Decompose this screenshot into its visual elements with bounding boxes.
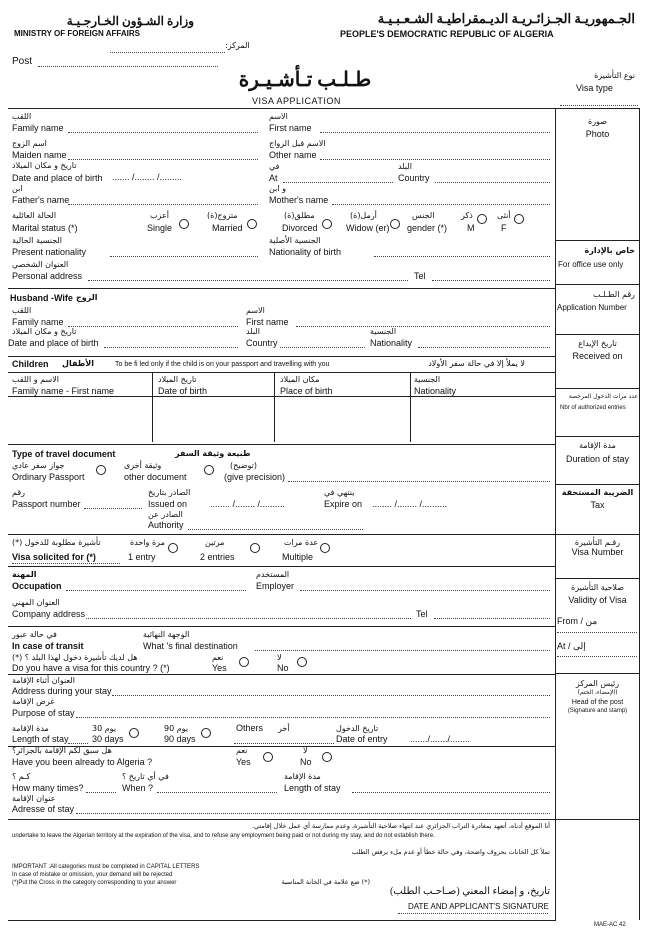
d90-en: 90 days xyxy=(164,734,196,744)
other-doc-radio[interactable] xyxy=(204,465,214,475)
employer-ar: المستخدم xyxy=(256,570,290,579)
spouse-dob-ar: تاريخ و مكان الميلاد xyxy=(12,327,77,336)
been-no-ar: لا xyxy=(303,746,308,755)
visa-type-ar: نوع التأشيرة xyxy=(594,71,635,80)
divorced-en: Divorced xyxy=(282,223,318,233)
married-radio[interactable] xyxy=(247,219,257,229)
transit-yes-radio[interactable] xyxy=(239,657,249,667)
authority-field[interactable] xyxy=(188,529,363,530)
solicited-en: Visa solicited for (*) xyxy=(12,552,96,562)
transit-ar: في حالة عبور xyxy=(12,630,57,639)
important-en-1: IMPORTANT :All categories must be completed in CAPITAL LETTERS xyxy=(12,864,200,870)
others-ar: أخر xyxy=(278,724,290,733)
spouse-dob-field[interactable] xyxy=(104,347,238,348)
transit-en: In case of transit xyxy=(12,641,84,651)
present-nat-ar: الجنسية الحالية xyxy=(12,236,63,245)
been-en: Have you been already to Algeria ? xyxy=(12,757,153,767)
company-tel-label: Tel xyxy=(416,609,428,619)
dob-ar: تاريخ و مكان الميلاد xyxy=(12,161,77,170)
visa-type-en: Visa type xyxy=(576,83,613,93)
others-field[interactable] xyxy=(234,743,334,744)
entry2-radio[interactable] xyxy=(250,543,260,553)
family-name-ar: اللقب xyxy=(12,112,32,121)
multi-radio[interactable] xyxy=(320,543,330,553)
stay-address-ar: العنوان أثناء الإقامة xyxy=(12,676,75,685)
mother-ar: و ابن xyxy=(269,184,286,193)
dest-ar: الوجهة النهائية xyxy=(143,630,190,639)
maiden-name-en: Maiden name xyxy=(12,150,67,160)
at-ar: في xyxy=(269,162,280,171)
received-divider xyxy=(555,388,640,389)
father-en: Father's name xyxy=(12,195,70,205)
children-col-nat-en: Nationality xyxy=(414,386,457,396)
spouse-family-field[interactable] xyxy=(68,326,238,327)
company-field[interactable] xyxy=(86,618,411,619)
title-english: VISA APPLICATION xyxy=(252,96,341,106)
female-radio[interactable] xyxy=(514,214,524,224)
office-en: For office use only xyxy=(558,260,624,269)
app-no-divider xyxy=(555,334,640,335)
purpose-field[interactable] xyxy=(76,717,550,718)
visa-no-en: Visa Number xyxy=(571,547,624,557)
maiden-name-field[interactable] xyxy=(68,159,258,160)
expire-en: Expire on xyxy=(324,499,363,509)
validity-to: At / إلى xyxy=(557,641,586,651)
spouse-dob-en: Date and place of birth xyxy=(8,338,99,348)
validity-from: From / من xyxy=(557,616,598,626)
validity-ar: صلاحية التأشيرة xyxy=(571,583,624,592)
validity-en: Validity of Visa xyxy=(568,595,627,605)
company-ar: العنوان المهني xyxy=(12,598,60,607)
tel-field[interactable] xyxy=(432,280,550,281)
nat-birth-en: Nationality of birth xyxy=(269,247,342,257)
divorced-ar: مطلق(ة) xyxy=(284,211,315,220)
frame-right xyxy=(639,108,640,920)
transit-question-ar: هل لديك تأشيرة دخول لهذا البلد ؟ (*) xyxy=(12,653,138,662)
spouse-family-ar: اللقب xyxy=(12,306,32,315)
issued-field[interactable]: ........ /........ /.......... xyxy=(210,499,286,509)
dob-en: Date and place of birth xyxy=(12,173,103,183)
family-name-en: Family name xyxy=(12,123,64,133)
ordinary-en: Ordinary Passport xyxy=(12,472,85,482)
passport-no-en: Passport number xyxy=(12,499,81,509)
transit-no-radio[interactable] xyxy=(297,657,307,667)
mother-field[interactable] xyxy=(332,204,550,205)
spouse-country-ar: البلد xyxy=(246,327,260,336)
marital-ar: الحالة العائلية xyxy=(12,211,57,220)
transit-no-ar: لا xyxy=(277,653,282,662)
children-header-line xyxy=(8,396,556,397)
validity-divider xyxy=(555,673,640,674)
validity-from-field[interactable] xyxy=(557,632,637,633)
section-divider-5 xyxy=(8,566,556,567)
been-yes-radio[interactable] xyxy=(263,752,273,762)
first-name-field[interactable] xyxy=(320,132,550,133)
d30-en: 30 days xyxy=(92,734,124,744)
d30-radio[interactable] xyxy=(129,728,139,738)
entry1-radio[interactable] xyxy=(168,543,178,553)
present-nat-en: Present nationality xyxy=(12,247,87,257)
entries-ar: عدد مرات الدخول المرخصة xyxy=(568,393,638,400)
married-ar: متزوج(ة) xyxy=(207,211,238,220)
multi-en: Multiple xyxy=(282,552,314,562)
duration-ar: مدة الإقامة xyxy=(579,441,616,450)
precision-en: (give precision) xyxy=(224,472,286,482)
photo-divider xyxy=(555,240,640,241)
expire-field[interactable]: ........ /........ /.......... xyxy=(372,499,448,509)
dob-field[interactable]: ....... /........ /......... xyxy=(112,172,183,182)
employer-field[interactable] xyxy=(300,590,550,591)
frame-top xyxy=(8,108,640,109)
single-radio[interactable] xyxy=(179,219,189,229)
multi-ar: عدة مرات xyxy=(284,538,319,547)
spouse-family-en: Family name xyxy=(12,317,64,327)
spouse-country-field[interactable] xyxy=(280,347,365,348)
solicited-underline xyxy=(12,563,120,564)
spouse-nat-field[interactable] xyxy=(418,347,550,348)
length-underline xyxy=(68,743,88,744)
app-no-en: Application Number xyxy=(557,303,627,312)
family-name-field[interactable] xyxy=(68,132,258,133)
entries-en: Nbr of authorized entries xyxy=(560,405,626,411)
expire-ar: ينتهي في xyxy=(324,488,355,497)
tax-en: Tax xyxy=(590,500,605,510)
duration-en: Duration of stay xyxy=(565,454,630,464)
photo-en: Photo xyxy=(585,129,610,139)
birthplace-field[interactable] xyxy=(283,182,393,183)
spouse-nat-en: Nationality xyxy=(370,338,413,348)
at-en: At xyxy=(269,173,278,183)
prev-adr-en: Adresse of stay xyxy=(12,804,75,814)
widow-ar: أرمل(ة) xyxy=(350,211,377,220)
prev-adr-ar: عنوان الإقامة xyxy=(12,794,56,803)
section-divider-9 xyxy=(8,819,640,820)
spouse-first-ar: الاسم xyxy=(246,306,265,315)
gender-ar: الجنس xyxy=(412,211,435,220)
prev-adr-field[interactable] xyxy=(76,813,550,814)
spouse-country-en: Country xyxy=(246,338,278,348)
head-ar: رئيس المركز xyxy=(575,679,620,688)
section-divider-3 xyxy=(8,444,556,445)
ministry-english: MINISTRY OF FOREIGN AFFAIRS xyxy=(14,29,140,38)
republic-english: PEOPLE'S DEMOCRATIC REPUBLIC OF ALGERIA xyxy=(340,29,554,39)
received-en: Received on xyxy=(572,351,623,361)
important-ar-3: (*) ضع علامة في الخانة المناسبة xyxy=(281,878,370,886)
children-col-sep-3 xyxy=(410,372,411,442)
entry1-ar: مرة واحدة xyxy=(130,538,165,547)
purpose-ar: غرض الإقامة xyxy=(12,697,55,706)
office-divider xyxy=(555,284,640,285)
address-field[interactable] xyxy=(88,280,408,281)
date-entry-field[interactable]: ......./......./........ xyxy=(410,734,471,744)
important-en-2: In case of mistake or omission, your demand will be rejected xyxy=(12,872,173,878)
marital-en: Marital status (*) xyxy=(12,223,78,233)
stay-address-en: Address during your stay xyxy=(12,686,112,696)
section-divider-6 xyxy=(8,626,556,627)
when-ar: في أي تاريخ ؟ xyxy=(122,772,169,781)
app-no-ar: رقم الطـلـب xyxy=(593,290,635,299)
maiden-name-ar: اسم الزوج xyxy=(12,139,47,148)
post-field[interactable] xyxy=(38,66,218,67)
d90-ar: يوم 90 xyxy=(164,724,189,733)
republic-arabic: الجـمهوريـة الجـزائـريـة الديـمقراطيـة الشـعـبـيـة xyxy=(377,11,635,26)
children-col-nat-ar: الجنسية xyxy=(414,375,441,384)
tax-divider xyxy=(555,534,640,535)
transit-question-en: Do you have a visa for this country ? (*) xyxy=(12,663,170,673)
issued-en: Issued on xyxy=(148,499,188,509)
d30-ar: يوم 30 xyxy=(92,724,117,733)
passport-no-field[interactable] xyxy=(84,508,142,509)
right-col-divider xyxy=(555,108,556,920)
occupation-field[interactable] xyxy=(66,590,246,591)
signature-en: DATE AND APPLICANT'S SIGNATURE xyxy=(408,902,549,911)
prev-length-field[interactable] xyxy=(352,792,550,793)
precision-ar: (توضيح) xyxy=(230,461,257,470)
stay-address-field[interactable] xyxy=(112,695,550,696)
single-ar: أعزب xyxy=(150,211,169,220)
male-en: M xyxy=(467,223,475,233)
date-entry-ar: تاريخ الدخول xyxy=(336,724,379,733)
nat-birth-ar: الجنسية الأصلية xyxy=(269,236,321,245)
widow-en: Widow (er) xyxy=(346,223,390,233)
transit-yes-ar: نعم xyxy=(212,653,224,662)
authority-ar: الصادر عن xyxy=(148,510,183,519)
company-tel-field[interactable] xyxy=(434,618,550,619)
others-en: Others xyxy=(236,723,264,733)
important-en-3: (*)Put the Cross in the category corresponding to your answer xyxy=(12,880,177,886)
authority-en: Authority xyxy=(148,520,184,530)
nat-birth-field[interactable] xyxy=(374,256,550,257)
other-name-en: Other name xyxy=(269,150,317,160)
tel-label: Tel xyxy=(414,271,426,281)
date-entry-en: Date of entry xyxy=(336,734,388,744)
male-ar: ذكر xyxy=(461,211,473,220)
other-name-ar: الاسم قبل الزواج xyxy=(269,139,326,148)
children-note-ar: لا يملأ إلا في حالة سفر الأولاد xyxy=(428,359,525,368)
entry2-en: 2 entries xyxy=(200,552,235,562)
visa-no-ar: رقـم التأشيرة xyxy=(574,538,621,547)
female-ar: أنثى xyxy=(497,211,511,220)
mother-en: Mother's name xyxy=(269,195,329,205)
passport-no-ar: رقم xyxy=(12,488,26,497)
visa-type-field[interactable] xyxy=(560,105,638,106)
spouse-heading-en: Husband -Wife xyxy=(10,293,73,303)
section-divider-1 xyxy=(8,288,556,289)
children-table-top xyxy=(8,372,556,373)
spouse-first-field[interactable] xyxy=(296,326,550,327)
d90-radio[interactable] xyxy=(201,728,211,738)
father-field[interactable] xyxy=(68,204,258,205)
photo-ar: صورة xyxy=(588,117,607,126)
when-field[interactable] xyxy=(157,792,277,793)
declaration-en: undertake to leave the Algerian territory at the expiration of the visa, and to refuse any employment being paid or not during my stay, and do not establish there. xyxy=(12,833,435,839)
tax-ar: الضريبة المستحقة xyxy=(561,488,634,497)
entries-divider xyxy=(555,436,640,437)
form-code: MAE-AC 42 xyxy=(594,922,626,928)
first-name-ar: الاسم xyxy=(269,112,288,121)
been-no-radio[interactable] xyxy=(322,752,332,762)
issued-ar: الصادر بتاريخ xyxy=(148,488,191,497)
married-en: Married xyxy=(212,223,243,233)
length-ar: مدة الإقامة xyxy=(12,724,49,733)
country-ar: البلد xyxy=(398,162,412,171)
entry1-en: 1 entry xyxy=(128,552,156,562)
precision-field[interactable] xyxy=(288,481,550,482)
gender-en: gender (*) xyxy=(407,223,448,233)
times-ar: كـم ؟ xyxy=(12,772,31,781)
transit-yes-en: Yes xyxy=(212,663,227,673)
been-no-en: No xyxy=(300,757,312,767)
widow-radio[interactable] xyxy=(390,219,400,229)
children-heading-en: Children xyxy=(12,359,49,369)
purpose-en: Purpose of stay xyxy=(12,708,75,718)
children-heading-ar: الأطفال xyxy=(62,359,94,368)
post-label: Post xyxy=(12,56,33,67)
duration-divider xyxy=(555,484,640,485)
center-line xyxy=(110,52,225,53)
employer-en: Employer xyxy=(256,581,295,591)
ordinary-radio[interactable] xyxy=(96,465,106,475)
occupation-en: Occupation xyxy=(12,581,62,591)
children-col-dob-ar: تاريخ الميلاد xyxy=(158,375,197,384)
divorced-radio[interactable] xyxy=(322,219,332,229)
occupation-ar: المهنة xyxy=(12,570,37,579)
head-en: Head of the post xyxy=(571,699,624,706)
times-field[interactable] xyxy=(86,792,116,793)
spouse-heading-ar: الزوج xyxy=(76,293,98,302)
other-name-field[interactable] xyxy=(320,159,550,160)
been-ar: هل سبق لكم الإقامة بالجزائر؟ xyxy=(12,746,112,755)
declaration-ar: أنا الموقع أدناه، أتعهد بمغادرة التراب الجزائري عند انتهاء صلاحية التأشيرة، وعدم ممارسة أي عمل خلال إقامتي. xyxy=(251,822,550,830)
frame-bottom xyxy=(8,920,556,921)
female-en: F xyxy=(501,223,507,233)
children-col-pob-en: Place of birth xyxy=(280,386,333,396)
present-nat-field[interactable] xyxy=(110,256,258,257)
section-divider-7 xyxy=(8,674,556,675)
times-en: How many times? xyxy=(12,783,84,793)
children-col-pob-ar: مكان الميلاد xyxy=(280,375,320,384)
when-en: When ? xyxy=(122,783,154,793)
length-en: Length of stay xyxy=(12,734,69,744)
children-note-en: To be fi led only if the child is on your passport and travelling with you xyxy=(115,361,330,368)
company-en: Company address xyxy=(12,609,86,619)
father-ar: ابن xyxy=(12,184,23,193)
entry2-ar: مرتين xyxy=(205,538,225,547)
head-en2: (Signature and stamp) xyxy=(567,708,628,714)
declaration-ar2: تملأ كل الخانات بحروف واضحة، وفي حالة خطأ أو عدم ملء يرفض الطلب xyxy=(351,848,550,856)
been-yes-en: Yes xyxy=(236,757,251,767)
single-en: Single xyxy=(147,223,173,233)
children-col-name-en: Family name - First name xyxy=(12,386,115,396)
validity-to-field[interactable] xyxy=(557,656,637,657)
address-ar: العنوان الشخصي xyxy=(12,260,69,269)
travel-type-en: Type of travel document xyxy=(12,449,116,459)
children-col-sep-1 xyxy=(152,372,153,442)
ministry-arabic: وزارة الشـؤون الخـارجـيـة xyxy=(66,14,194,28)
spouse-first-en: First name xyxy=(246,317,289,327)
visa-no-divider xyxy=(555,578,640,579)
office-ar: خاص بالإدارة xyxy=(584,246,635,255)
dest-en: What 's final destination xyxy=(143,641,238,651)
section-divider-2 xyxy=(8,356,556,357)
ordinary-ar: جواز سفر عادي xyxy=(12,461,65,470)
title-arabic: طـلـب تـأشـيـرة xyxy=(238,69,372,91)
signature-field[interactable] xyxy=(398,913,548,914)
male-radio[interactable] xyxy=(477,214,487,224)
transit-no-en: No xyxy=(277,663,289,673)
section-divider-4 xyxy=(8,534,556,535)
children-col-name-ar: الاسم و اللقب xyxy=(12,375,59,384)
children-col-dob-en: Date of birth xyxy=(158,386,208,396)
prev-length-ar: مدة الإقامة xyxy=(284,772,321,781)
address-en: Personal address xyxy=(12,271,83,281)
signature-ar: تاريخ، و إمضاء المعني (صـاحـب الطلب) xyxy=(389,886,550,897)
received-ar: تاريخ الإيداع xyxy=(578,339,617,348)
dest-field[interactable] xyxy=(255,650,550,651)
travel-type-ar: طبيعة وثيقة السفر xyxy=(175,449,251,458)
other-doc-en: other document xyxy=(124,472,187,482)
head-ar2: (الإمضاء، الختم) xyxy=(577,689,618,696)
center-label-ar: المركز: xyxy=(225,41,250,50)
prev-length-en: Length of stay xyxy=(284,783,341,793)
solicited-ar: تأشيرة مطلوبة للدخول (*) xyxy=(12,538,101,547)
other-doc-ar: وثيقة أخرى xyxy=(124,461,162,470)
country-field[interactable] xyxy=(435,182,550,183)
children-col-sep-2 xyxy=(274,372,275,442)
spouse-nat-ar: الجنسية xyxy=(370,327,397,336)
been-yes-ar: نعم xyxy=(236,746,248,755)
first-name-en: First name xyxy=(269,123,312,133)
country-en: Country xyxy=(398,173,430,183)
